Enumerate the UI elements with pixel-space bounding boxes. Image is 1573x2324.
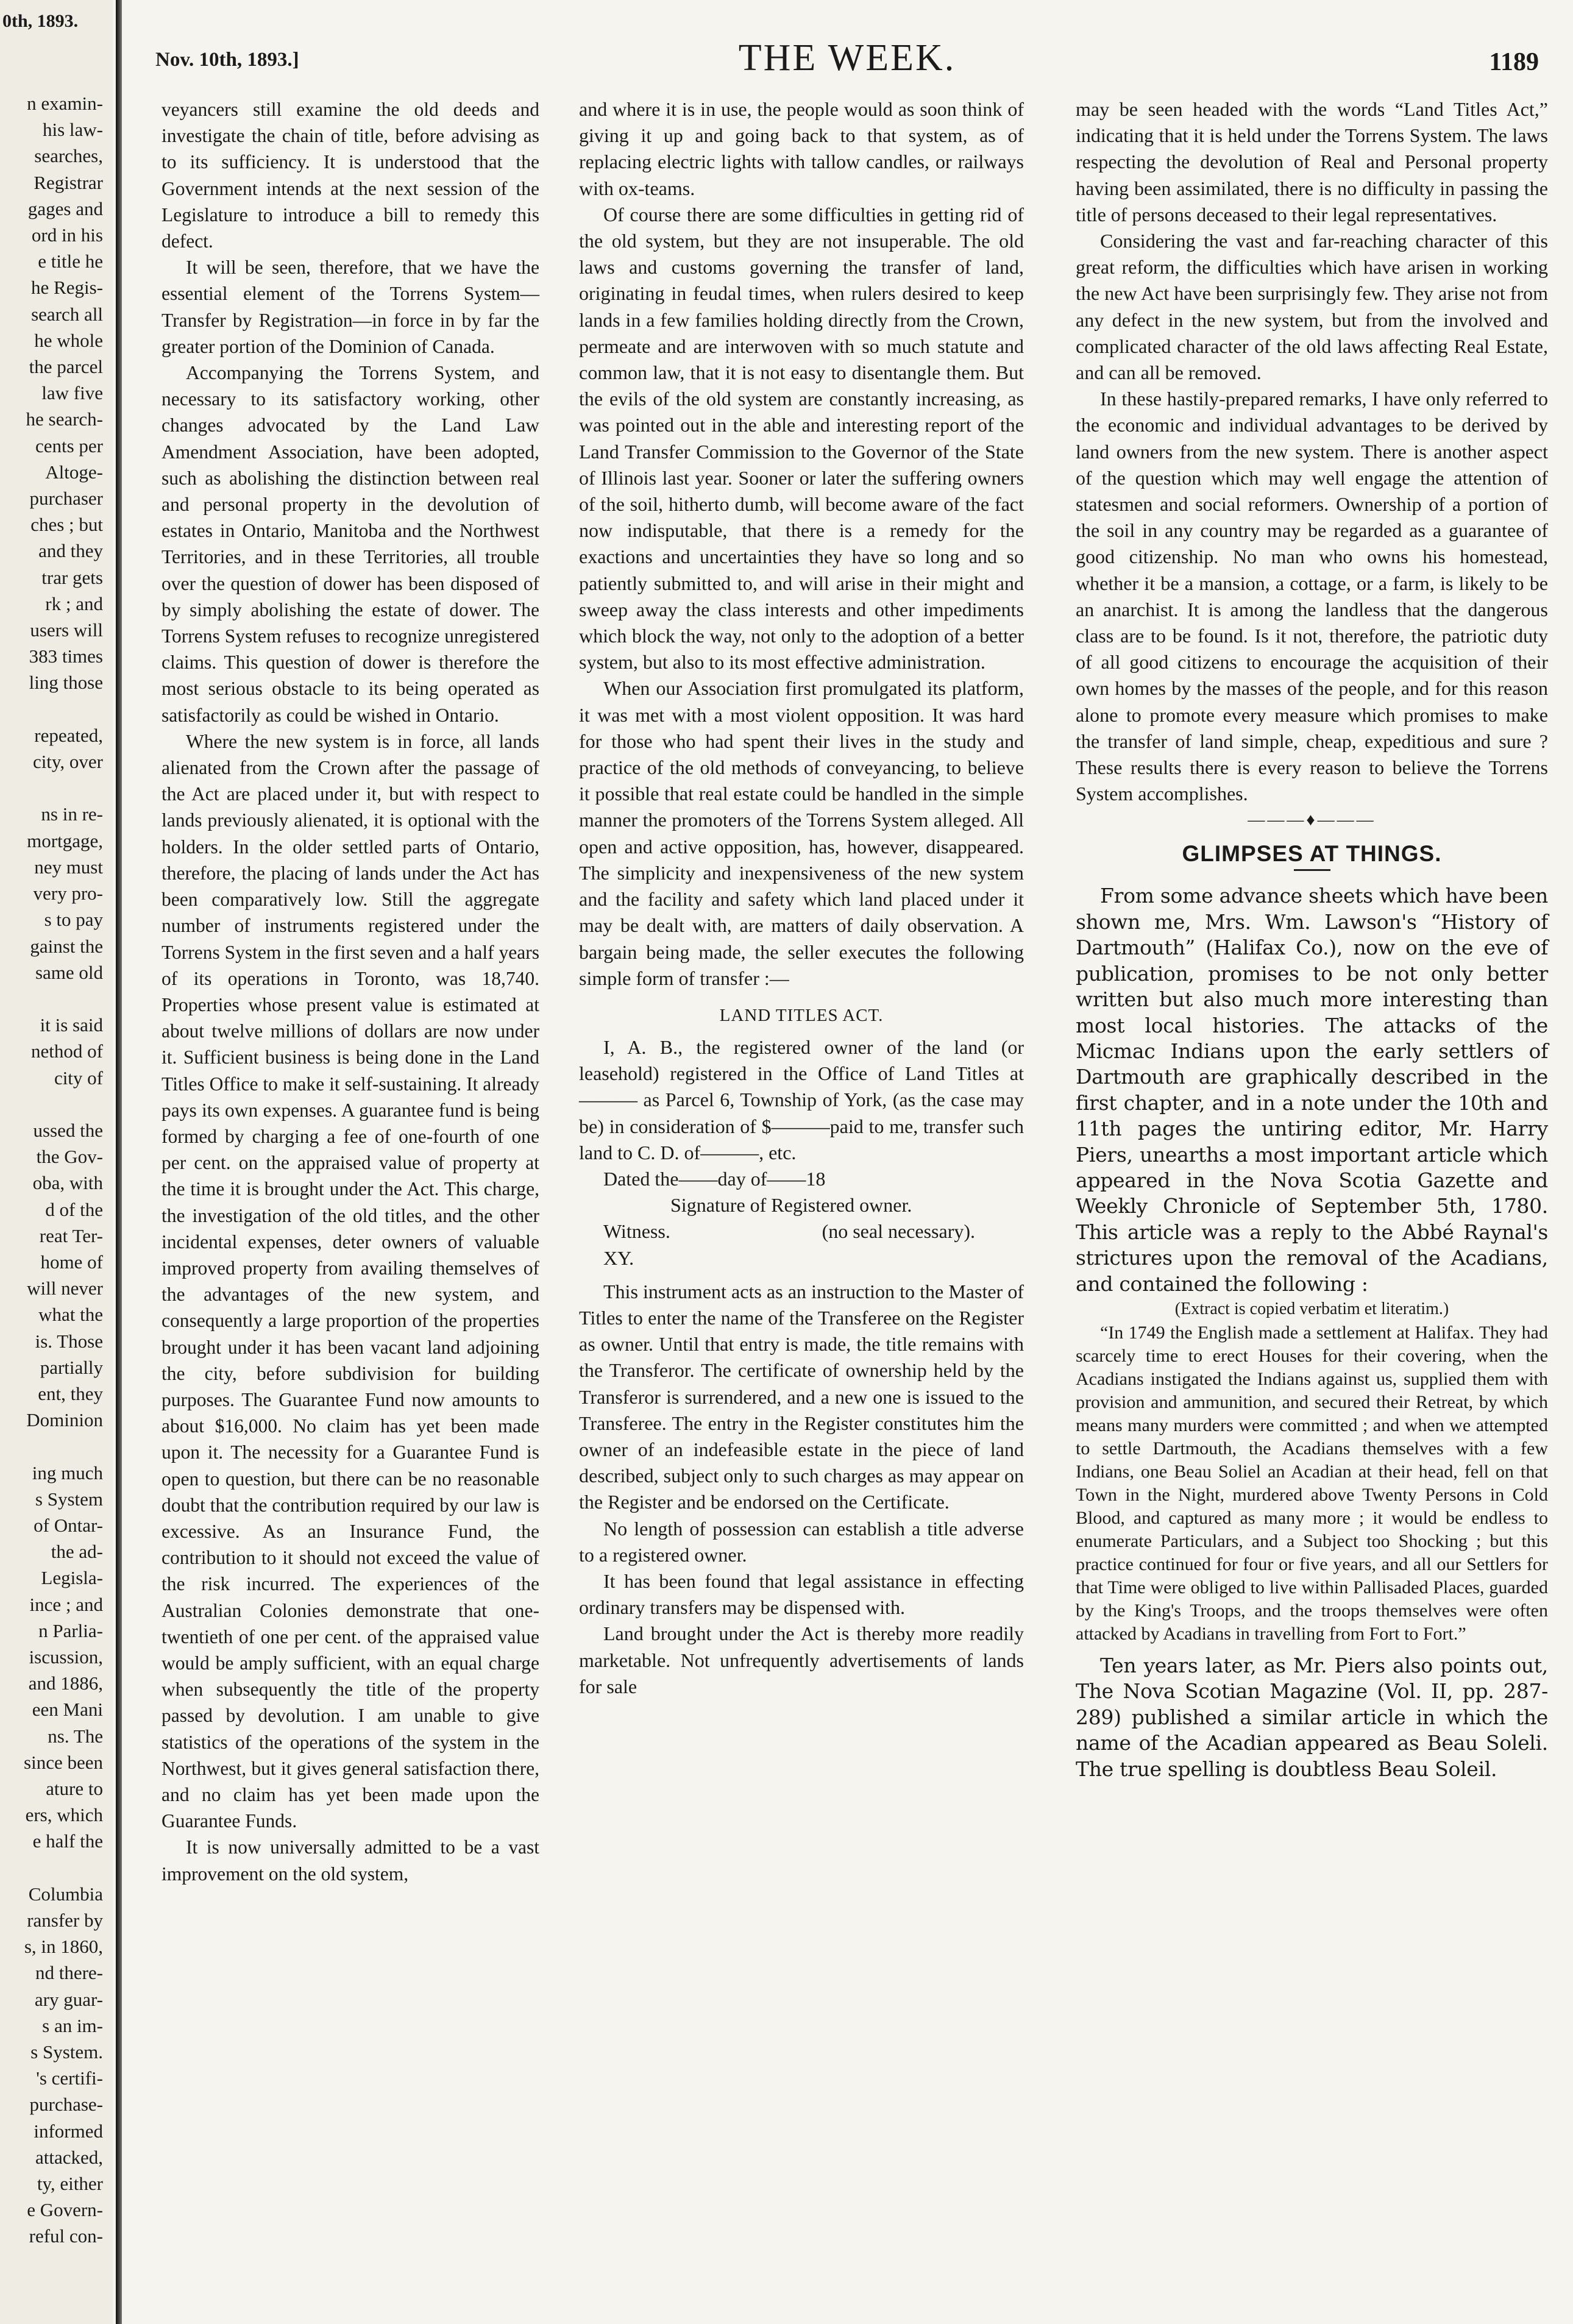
quoted-extract: “In 1749 the English made a settlement at Halifax. They had scarcely time to erect Houses for their covering, when the Acadians instigated the Indians against us, supplied them with provision and ammunition, and secured their Retreat, by which means many murders were committed ; and when we attempted to settle Dartmouth, the Acadians themselves with a few Indians, one Beau Soliel an Acadian at their head, fell on that Town in the Night, murdered above Twenty Persons in Cold Blood, and captured as many more ; it would be endless to enumerate Particulars, and a Subject too Shocking ; but this practice continued for four or five years, and all our Settlers for that Time were obliged to live within Pallisaded Places, guarded by the King's Troops, and the troops themselves were often attacked by Acadians in travelling from Fort to Fort.” [1076,1322,1548,1644]
form-no-seal: (no seal necessary). [822,1220,975,1243]
adjacent-page-line: ers, which [25,1804,103,1826]
page-number: 1189 [1489,48,1539,76]
adjacent-page-line: ty, either [37,2173,103,2195]
adjacent-page-line: nd there- [35,1962,103,1984]
adjacent-page-line: n examin- [27,93,103,114]
adjacent-page-line: trar gets [41,566,103,588]
adjacent-page-line: the Gov- [36,1146,103,1168]
adjacent-page-line: the ad- [51,1541,103,1563]
adjacent-page-line: 's certifi- [36,2067,103,2089]
paragraph: No length of possession can establish a title adverse to a registered owner. [579,1517,1024,1566]
paragraph: When our Association first promulgated its platform, it was met with a most violent opposition. It was hard for those who had spent their lives in the study and practice of the old methods of conveyancing, to believe it possible that real estate could be handled in the simple manner the promoters of the Torrens System alleged. All open and active opposition, has, however, disappeared. The simplicity and inexpensiveness of the new system and the facility and safety which land placed under it may be dealt with, are matters of daily observation. A bargain being made, the seller executes the following simple form of transfer :— [579,677,1024,989]
adjacent-page-line: of Ontar- [34,1514,103,1536]
form-xy-line [579,1245,1024,1271]
adjacent-page-line: 383 times [29,645,103,667]
adjacent-page-line: purchaser [29,488,103,510]
paragraph: Accompanying the Torrens System, and necessary to its satisfactory working, other changes advocated by the Land Law Amendment Association, have been adopted, such as abolishing the distinction between real and personal property in the devolution of estates in Ontario, Manitoba and the Northwest Territories, and in these Territories, all trouble over the question of dower has been disposed of by simply abolishing the estate of dower. The Torrens System refuses to recognize unregistered claims. This question of dower is therefore the most serious obstacle to its being operated as satisfactorily as could be wished in Ontario. [162,362,539,726]
form-signature-line [579,1192,1024,1218]
adjacent-page-line: ord in his [31,224,103,246]
form-dated-line [579,1166,1024,1192]
adjacent-page-line: ney must [34,856,103,878]
adjacent-page-line: s to pay [44,909,103,931]
adjacent-page-line: ent, they [38,1382,103,1404]
adjacent-page-line: Dominion [26,1409,103,1431]
adjacent-page-line [0,1433,107,1459]
issue-date: Nov. 10th, 1893.] [155,49,299,71]
extract-note: (Extract is copied verbatim et literatim.) [1174,1299,1449,1318]
adjacent-page-line: search all [31,303,103,325]
adjacent-page-line: Registrar [34,171,103,193]
page-header [155,37,1539,98]
adjacent-page-line: ing much [32,1462,103,1484]
adjacent-page-line: searches, [34,145,103,167]
adjacent-page-line: ches ; but [30,514,103,536]
paragraph: Of course there are some difficulties in getting rid of the old system, but they are not insuperable. The old laws and customs governing the transfer of land, originating in feudal times, when rulers desired to keep lands in a few families holding directly from the Crown, permeate and are interwoven with so much statute and common law, that it is not easy to disentangle them. But the evils of the old system are constantly increasing, as was pointed out in the able and interesting report of the Land Transfer Commission to the Governor of the State of Illinois last year. Sooner or later the suffering owners of the soil, hitherto dumb, will become aware of the fact now indisputable, that there is a remedy for the exactions and uncertainties they have so long and so patiently submitted to, and will arise in their might and sweep away the class interests and other impediments which block the way, not only to the adoption of a better system, but also to its most effective administration. [579,203,1024,673]
adjacent-page-line: ussed the [33,1119,103,1141]
form-xy: XY. [603,1246,634,1269]
section-title: GLIMPSES AT THINGS. [1182,841,1442,867]
adjacent-page-line: same old [35,961,103,983]
adjacent-page-line: the parcel [29,356,103,378]
adjacent-page-line: Legisla- [41,1567,103,1589]
paragraph: This instrument acts as an instruction to the Master of Titles to enter the name of the Transferee on the Register as owner. Until that entry is made, the title remains with the Transferor. The certificate of ownership held by the Transferor is surrendered, and a new one is issued to the Transferee. The entry in the Register constitutes him the owner of an indefeasible estate in the piece of land described, subject only to such charges as may appear on the Register and be endorsed on the Certificate. [579,1280,1024,1513]
adjacent-page-line: home of [40,1251,103,1273]
adjacent-page-line [0,1091,107,1117]
adjacent-page-line: informed [34,2120,103,2142]
paragraph: Ten years later, as Mr. Piers also points out, The Nova Scotian Magazine (Vol. II, pp. 287-289) published a similar article in which the name of the Acadian appeared as Beau Soleli. The true spelling is doubtless Beau Soleil. [1076,1653,1548,1781]
adjacent-page-line: ature to [46,1778,103,1799]
adjacent-page-line: will never [27,1277,103,1299]
adjacent-page-line: reat Ter- [39,1224,103,1246]
adjacent-page-line: nethod of [31,1040,103,1062]
adjacent-page-line: ling those [29,672,103,694]
adjacent-page-line: mortgage, [27,830,103,851]
adjacent-page-line [0,986,107,1012]
adjacent-page-line: een Mani [32,1699,103,1721]
adjacent-page-line: s, in 1860, [24,1936,103,1958]
adjacent-page-line: s System. [30,2041,103,2063]
adjacent-page-line: and they [38,540,103,562]
adjacent-page-line: city, over [32,751,103,773]
adjacent-page-strip [0,0,113,2324]
paragraph: It will be seen, therefore, that we have the essential element of the Torrens System—Transfer by Registration—in force in by far the greater portion of the Dominion of Canada. [162,257,539,357]
adjacent-page-line: cents per [35,435,103,457]
paragraph: may be seen headed with the words “Land Titles Act,” indicating that it is held under the Torrens System. The laws respecting the devolution of Real and Personal property having been assimilated, there is no difficulty in passing the title of persons deceased to their legal representatives. [1076,98,1548,226]
adjacent-page-line: iscussion, [29,1646,103,1668]
adjacent-page-line [0,775,107,801]
adjacent-page-line: his law- [42,119,103,141]
form-signature: Signature of Registered owner. [670,1194,912,1217]
section-ornament: ———♦——— [1248,811,1376,830]
adjacent-page-line: and 1886, [28,1672,103,1694]
adjacent-page-line: ince ; and [29,1593,103,1615]
paragraph: Land brought under the Act is thereby more readily marketable. Not unfrequently advertisements of lands for sale [579,1622,1024,1697]
adjacent-page-line: gainst the [30,935,103,957]
adjacent-page-line: purchase- [29,2094,103,2116]
adjacent-page-line: it is said [40,1014,103,1036]
adjacent-page-line: e Govern- [27,2199,103,2221]
adjacent-page-line: ary guar- [34,1988,103,2010]
adjacent-page-line: city of [54,1067,103,1089]
column-1 [162,96,539,1887]
adjacent-page-line: gages and [27,197,103,219]
paragraph: and where it is in use, the people would as soon think of giving it up and going back to that system, as of replacing electric lights with tallow candles, or railways with ox-teams. [579,98,1024,199]
adjacent-page-line: repeated, [34,724,103,746]
paragraph: It is now universally admitted to be a vast improvement on the old system, [162,1836,539,1885]
adjacent-page-line: ns. The [48,1725,103,1747]
paragraph: In these hastily-prepared remarks, I have only referred to the economic and individual advantages to be derived by land owners from the new system. There is another aspect of the question which may well engage the attention of statesmen and social reformers. Ownership of a portion of the soil in any country may be regarded as a guarantee of good citizenship. No man who owns his homestead, whether it be a mansion, a cottage, or a farm, is likely to be an anarchist. It is among the landless that the dangerous class are to be found. Is it not, therefore, the patriotic duty of all good citizens to encourage the acquisition of their own homes by the masses of the people, and for this reason alone to promote every measure which promises to make the transfer of land simple, cheap, expeditious and sure ? These results there is every reason to believe the Torrens System accomplishes. [1076,388,1548,805]
adjacent-page-line: e half the [32,1830,103,1852]
adjacent-page-line: rk ; and [45,592,103,614]
paragraph: veyancers still examine the old deeds and investigate the chain of title, before advising as to its sufficiency. It is understood that the Government intends at the next session of the Legislature to introduce a bill to remedy this defect. [162,99,539,252]
adjacent-page-line: ns in re- [41,803,103,825]
adjacent-page-text [0,90,107,2250]
paragraph: It has been found that legal assistance in effecting ordinary transfers may be dispensed with. [579,1569,1024,1619]
adjacent-page-line: s System [35,1488,103,1510]
form-witness: Witness. [603,1220,670,1243]
adjacent-page-line [0,696,107,722]
adjacent-page-line: he search- [26,408,103,430]
page-gutter [116,0,122,2324]
form-heading: LAND TITLES ACT. [719,1005,884,1025]
adjacent-page-line: Columbia [28,1883,103,1905]
section-rule [1294,869,1330,871]
column-2 [579,96,1024,1700]
adjacent-page-line: Altoge- [45,461,103,483]
adjacent-page-line: e title he [38,251,103,272]
adjacent-page-line: since been [24,1751,103,1773]
form-dated: Dated the——day of——18 [603,1167,826,1190]
adjacent-page-line: oba, with [32,1172,103,1194]
paragraph: From some advance sheets which have been shown me, Mrs. Wm. Lawson's “History of Dartmouth” (Halifax Co.), now on the eve of publication, promises to be not only better written but also much more interesting than most local histories. The attacks of the Micmac Indians upon the early settlers of Dartmouth are graphically described in the first chapter, and in a note under the 10th and 11th pages the untiring editor, Mr. Harry Piers, unearths a most important article which appeared in the Nova Scotia Gazette and Weekly Chronicle of September 5th, 1780. This article was a reply to the Abbé Raynal's strictures upon the removal of the Acadians, and contained the following : [1076,884,1548,1296]
adjacent-page-line [0,1855,107,1881]
form-body: I, A. B., the registered owner of the land (or leasehold) registered in the Office of Land Titles at ——— as Parcel 6, Township of York, (as the case may be) in consideration of $———paid to me, transfer such land to C. D. of———, etc. [579,1036,1024,1164]
adjacent-page-line: partially [40,1356,103,1378]
adjacent-page-line: d of the [45,1198,103,1220]
adjacent-page-line: n Parlia- [38,1619,103,1641]
transfer-form [579,1001,1024,1279]
adjacent-page-line: attacked, [35,2146,103,2168]
paragraph: Considering the vast and far-reaching character of this great reform, the difficulties which have arisen in working the new Act have been surprisingly few. They arise not from any defect in the new system, but from the involved and complicated character of the old laws affecting Real Estate, and can all be removed. [1076,230,1548,384]
form-witness-line [579,1218,1024,1245]
paragraph: Where the new system is in force, all lands alienated from the Crown after the passage of the Act are placed under it, but with respect to lands previously alienated, it is optional with the holders. In the older settled parts of Ontario, therefore, the placing of lands under the Act has been comparatively low. Still the aggregate number of instruments registered under the Torrens System in the first seven and a half years of its operations in Toronto, was 18,740. Properties whose present value is estimated at about twelve millions of dollars are now under it. Sufficient business is being done in the Land Titles Office to make it self-sustaining. It already pays its own expenses. A guarantee fund is being formed by charging a fee of one-fourth of one per cent. on the appraised value of property at the time it is brought under the Act. This charge, the investigation of the old titles, and the other incidental expenses, deter owners of valuable improved property from availing themselves of the advantages of the new system, and consequently a large proportion of the properties brought under it has been vacant land adjoining the city, before subdivision for building purposes. The Guarantee Fund now amounts to about $16,000. No claim has yet been made upon it. The necessity for a Guarantee Fund is open to question, but there can be no reasonable doubt that the contribution required by our law is excessive. As an Insurance Fund, the contribution to it should not exceed the value of the risk incurred. The experiences of the Australian Colonies demonstrate that one-twentieth of one per cent. of the appraised value would be amply sufficient, with an equal charge when subsequently the title of the property passed by devolution. I am unable to give statistics of the operations of the system in the Northwest, but it gives general satisfaction there, and no claim has yet been made upon the Guarantee Funds. [162,730,539,1832]
adjacent-page-line: very pro- [33,883,103,904]
adjacent-page-line: is. Those [35,1330,103,1352]
adjacent-page-line: he Regis- [31,277,103,299]
adjacent-page-line: law five [41,382,103,404]
column-3 [1076,96,1548,1782]
adjacent-page-line: ransfer by [27,1910,103,1931]
adjacent-page-line: he whole [34,329,103,351]
adjacent-page-header: 0th, 1893. [2,11,79,31]
adjacent-page-line: reful con- [29,2225,103,2247]
adjacent-page-line: users will [30,619,103,641]
publication-title: THE WEEK. [738,37,956,79]
adjacent-page-line: what the [38,1304,103,1326]
adjacent-page-line: s an im- [42,2014,103,2036]
